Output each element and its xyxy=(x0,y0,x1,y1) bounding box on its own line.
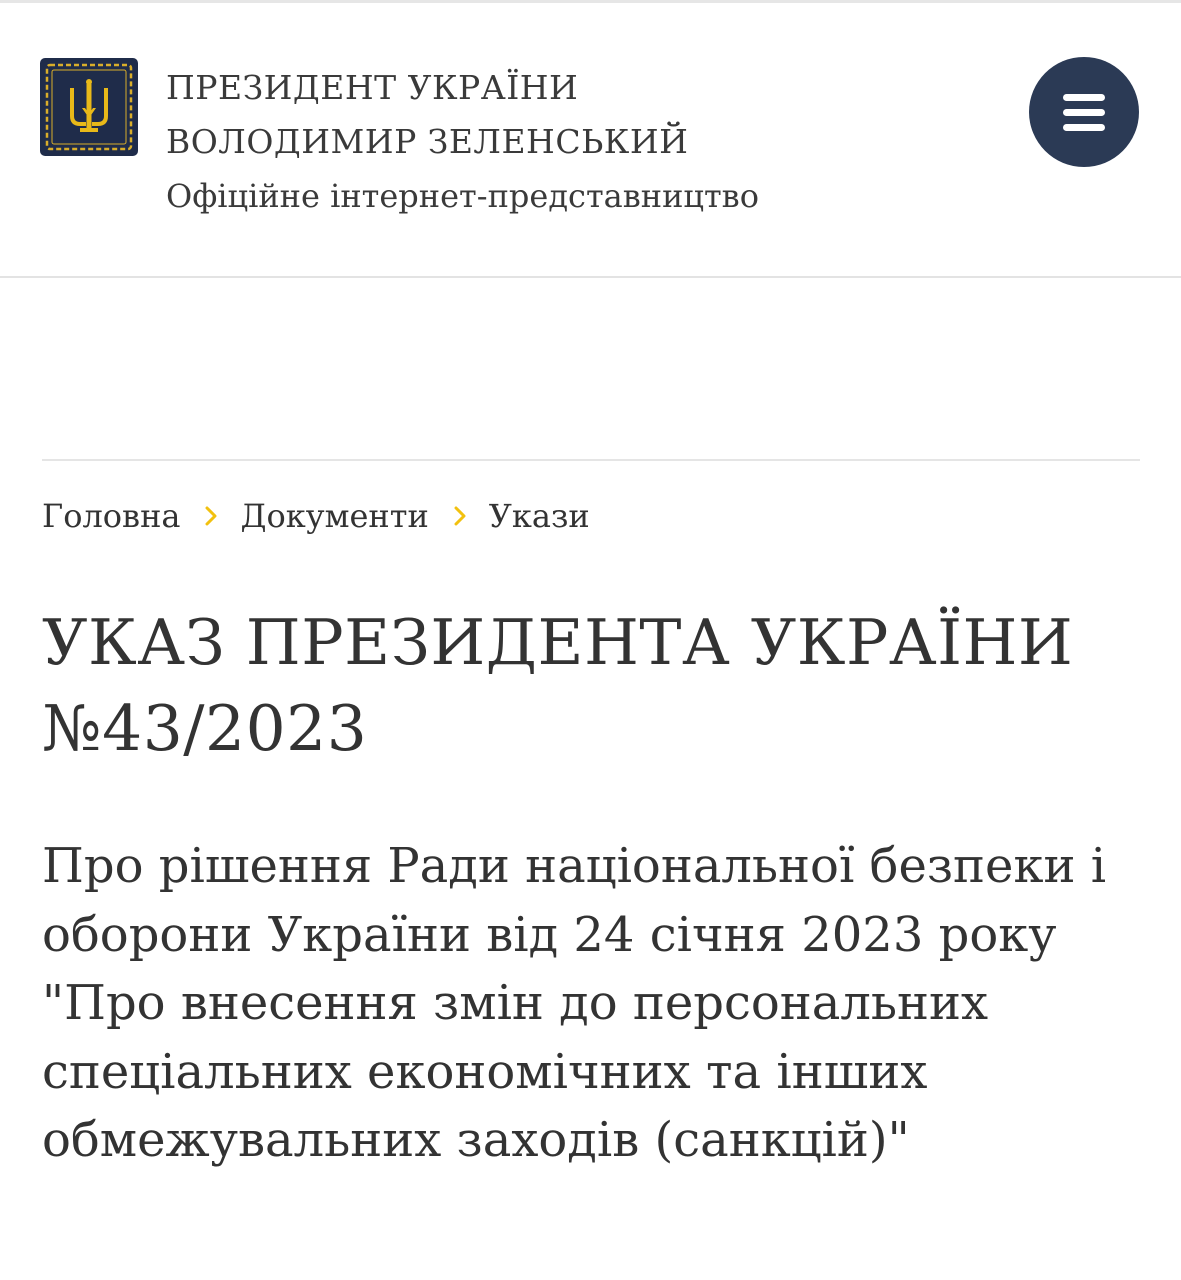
site-title-line2: ВОЛОДИМИР ЗЕЛЕНСЬКИЙ xyxy=(166,122,689,161)
menu-button[interactable] xyxy=(1029,57,1139,167)
logo-link[interactable] xyxy=(40,58,138,156)
site-header xyxy=(0,3,1181,277)
site-title xyxy=(166,61,759,223)
content-divider xyxy=(42,459,1140,461)
header-divider xyxy=(0,276,1181,278)
trident-emblem-icon xyxy=(40,58,138,156)
breadcrumb-decrees[interactable]: Укази xyxy=(488,497,590,535)
breadcrumb-home[interactable]: Головна xyxy=(42,497,181,535)
chevron-right-icon xyxy=(204,497,218,535)
breadcrumb xyxy=(42,490,590,542)
document-subtitle: Про рішення Ради національної безпеки і оборони України від 24 січня 2023 року "Про внесення змін до персональних спеціальних економічних та інших обмежувальних заходів (санкцій)" xyxy=(42,838,1107,1168)
page-title: УКАЗ ПРЕЗИДЕНТА УКРАЇНИ №43/2023 xyxy=(42,606,1074,765)
site-subtitle: Офіційне інтернет-представництво xyxy=(166,177,759,215)
chevron-right-icon xyxy=(453,497,467,535)
breadcrumb-documents[interactable]: Документи xyxy=(240,497,429,535)
site-title-line1: ПРЕЗИДЕНТ УКРАЇНИ xyxy=(166,68,579,107)
